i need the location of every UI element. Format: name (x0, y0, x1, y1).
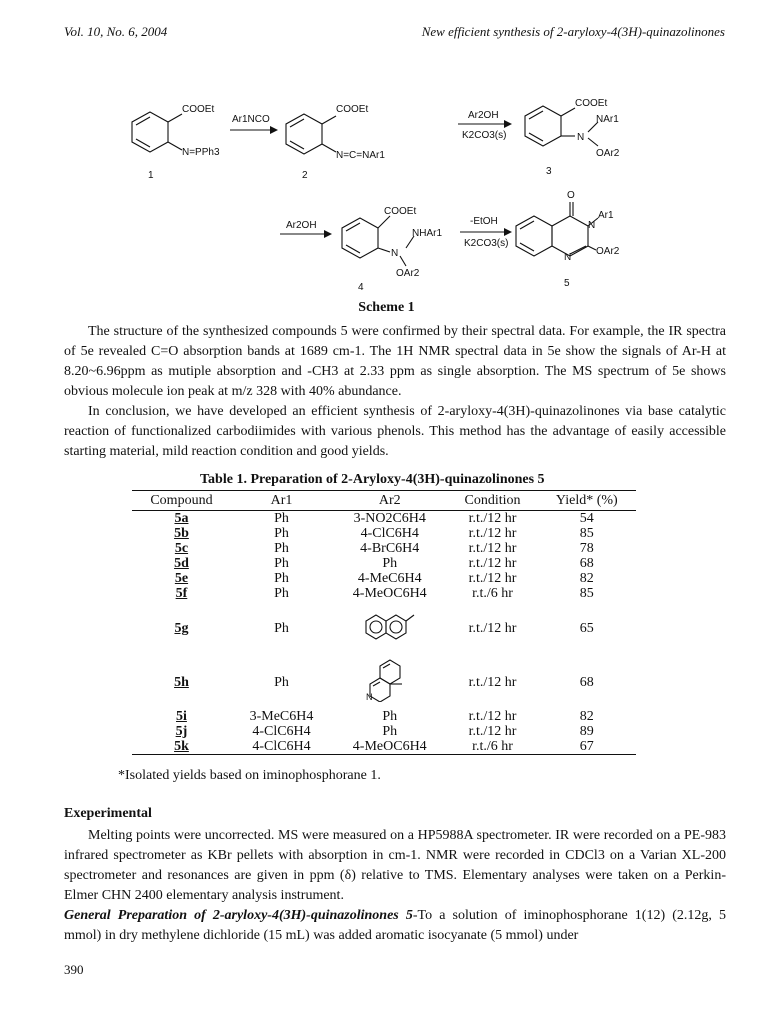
condition-cell: r.t./6 hr (447, 739, 537, 755)
compound-3-n-label: N (577, 132, 585, 143)
condition-cell: r.t./6 hr (472, 586, 513, 601)
condition-cell: r.t./12 hr (468, 674, 517, 690)
compound-3-number: 3 (546, 166, 552, 177)
table-row (132, 571, 636, 586)
ar2-cell: Ph (382, 709, 398, 724)
compound-id: 5g (174, 620, 189, 636)
compound-id: 5i (176, 709, 187, 724)
results-text (64, 322, 726, 462)
header-ar1: Ar1 (231, 491, 332, 511)
general-preparation-text: -To a solution of iminophosphorane 1(12) (2.12g, 5 mmol) in dry methylene dichloride (15 mL) was added aromatic isocyanate (5 mmol) under (64, 908, 726, 943)
general-preparation-title: General Preparation of 2-aryloxy-4(3H)-quinazolinones 5 (64, 908, 413, 923)
ar1-cell: Ph (274, 511, 289, 526)
compound-1-iminophosphorane-label: N=PPh3 (182, 147, 220, 158)
ar2-cell: 3-NO2C6H4 (353, 511, 426, 526)
table-row (132, 556, 636, 571)
compound-5-oar-label: OAr2 (596, 246, 620, 257)
experimental-paragraph: Melting points were uncorrected. MS were measured on a HP5988A spectrometer. IR were recorded on a PE-983 infrared spectrometer as KBr pellets with absorption in cm-1. NMR were recorded in CDCl3 on a Varian XL-200 spectrometer and resonances are given in ppm (δ) relative to TMS. Elementary analyses were taken on a Perkin-Elmer CHN 2400 elementary analysis instrument. (64, 828, 726, 903)
compound-3-ester-label: COOEt (575, 98, 608, 109)
header-compound: Compound (132, 491, 231, 511)
ar2-cell: Ph (382, 556, 398, 571)
table-row (132, 541, 636, 556)
compound-5-oxygen-label: O (567, 190, 575, 201)
table-row (132, 724, 636, 739)
ar1-cell: 3-MeC6H4 (249, 709, 314, 724)
yield-cell: 68 (579, 674, 594, 690)
table-row (132, 709, 636, 724)
compound-2-number: 2 (302, 170, 308, 181)
compound-5-ar-label: Ar1 (598, 210, 614, 221)
compound-1-number: 1 (148, 170, 154, 181)
yield-cell: 67 (538, 739, 636, 755)
experimental-text (64, 826, 726, 946)
general-preparation-paragraph (64, 906, 726, 946)
condition-cell: r.t./12 hr (468, 526, 517, 541)
compound-id: 5h (174, 674, 189, 690)
table-row (132, 655, 636, 709)
page-number: 390 (64, 962, 84, 977)
reaction-scheme (100, 78, 660, 290)
arrow-3-reagent: Ar2OH (286, 220, 317, 231)
ar2-cell: 4-MeOC6H4 (332, 739, 447, 755)
arrow-2-base: K2CO3(s) (462, 130, 507, 141)
ar2-cell (332, 655, 447, 709)
condition-cell: r.t./12 hr (468, 620, 517, 636)
running-header-title: New efficient synthesis of 2-aryloxy-4(3H)-quinazolinones (421, 24, 725, 39)
compound-id: 5b (174, 526, 189, 541)
yield-cell: 78 (579, 541, 594, 556)
compound-id: 5j (175, 724, 188, 739)
condition-cell: r.t./12 hr (468, 709, 517, 724)
ar1-cell: Ph (274, 556, 289, 571)
yield-cell: 85 (579, 526, 594, 541)
table-row (132, 601, 636, 655)
compound-2-ester-label: COOEt (336, 104, 369, 115)
compound-id: 5k (132, 739, 231, 755)
ar1-cell: Ph (274, 526, 289, 541)
compound-4-number: 4 (358, 282, 364, 290)
arrow-1-reagent: Ar1NCO (232, 114, 270, 125)
svg-text:N: N (365, 692, 373, 702)
condition-cell: r.t./12 hr (468, 724, 517, 739)
conclusion-paragraph: In conclusion, we have developed an efficient synthesis of 2-aryloxy-4(3H)-quinazolinones via base catalytic reaction of functionalized carbodiimides with various phenols. This method has the advantage of easily accessible starting material, mild reaction condition and good yields. (64, 404, 726, 459)
compound-id: 5a (174, 511, 189, 526)
header-ar2: Ar2 (332, 491, 447, 511)
ar2-cell: 4-MeOC6H4 (352, 586, 427, 601)
compound-4-n-label: N (391, 248, 399, 259)
compound-5-n1-label: N (564, 252, 572, 263)
table-header-row (132, 491, 636, 511)
ar1-cell: Ph (274, 571, 289, 586)
ar2-cell (332, 601, 447, 655)
compound-id: 5f (175, 586, 188, 601)
compound-2-carbodiimide-label: N=C=NAr1 (336, 150, 385, 161)
ar1-cell: Ph (274, 541, 289, 556)
yield-cell: 82 (579, 709, 594, 724)
yield-table (132, 490, 636, 755)
arrow-4-elimination: -EtOH (470, 216, 498, 227)
compound-4-oar-label: OAr2 (396, 268, 420, 279)
table-title: Table 1. Preparation of 2-Aryloxy-4(3H)-quinazolinones 5 (200, 472, 545, 487)
condition-cell: r.t./12 hr (468, 541, 517, 556)
ar1-cell: 4-ClC6H4 (252, 724, 311, 739)
condition-cell: r.t./12 hr (468, 571, 517, 586)
running-header-volume: Vol. 10, No. 6, 2004 (64, 24, 168, 39)
table-row (132, 586, 636, 601)
yield-cell: 82 (579, 571, 594, 586)
scheme-caption: Scheme 1 (358, 300, 415, 315)
yield-cell: 54 (579, 511, 594, 526)
table-footnote: *Isolated yields based on iminophosphorane 1. (118, 768, 381, 783)
condition-cell: r.t./12 hr (468, 556, 517, 571)
ar2-cell: 4-BrC6H4 (360, 541, 420, 556)
experimental-heading: Exeperimental (64, 806, 152, 821)
yield-cell: 85 (579, 586, 594, 601)
yield-cell: 89 (579, 724, 594, 739)
arrow-4-base: K2CO3(s) (464, 238, 509, 249)
compound-4-nhar-label: NHAr1 (412, 228, 443, 239)
table-row (132, 739, 636, 755)
yield-cell: 65 (579, 620, 594, 636)
compound-3-nar-label: NAr1 (596, 114, 619, 125)
yield-cell: 68 (579, 556, 594, 571)
compound-1-ester-label: COOEt (182, 104, 215, 115)
ar2-cell: 4-MeC6H4 (357, 571, 422, 586)
compound-3-oar-label: OAr2 (596, 148, 620, 159)
compound-id: 5d (174, 556, 189, 571)
compound-5-n3-label: N (588, 220, 596, 231)
ar1-cell: 4-ClC6H4 (231, 739, 332, 755)
compound-id: 5e (174, 571, 189, 586)
condition-cell: r.t./12 hr (468, 511, 517, 526)
arrow-2-reagent: Ar2OH (468, 110, 499, 121)
compound-4-ester-label: COOEt (384, 206, 417, 217)
table-row (132, 511, 636, 527)
quinolinyl-structure (360, 658, 420, 702)
results-paragraph: The structure of the synthesized compounds 5 were confirmed by their spectral data. For example, the IR spectra of 5e revealed C=O absorption bands at 1689 cm-1. The 1H NMR spectral data in 5e show the signals of Ar-H at 8.20~6.96ppm as mutiple absorption and -CH3 at 2.33 ppm as single absorption. The MS spectrum of 5e shows obvious molecule ion peak at m/z 328 with 40% abundance. (64, 324, 726, 399)
compound-id: 5c (174, 541, 189, 556)
table-row (132, 526, 636, 541)
ar2-cell: Ph (382, 724, 398, 739)
ar2-cell: 4-ClC6H4 (360, 526, 419, 541)
ar1-cell: Ph (274, 586, 289, 601)
header-yield: Yield* (%) (538, 491, 636, 511)
ar1-cell: Ph (274, 620, 289, 636)
ar1-cell: Ph (274, 674, 289, 690)
header-condition: Condition (447, 491, 537, 511)
methylnaphthyl-structure (360, 611, 420, 641)
compound-5-number: 5 (564, 278, 570, 289)
